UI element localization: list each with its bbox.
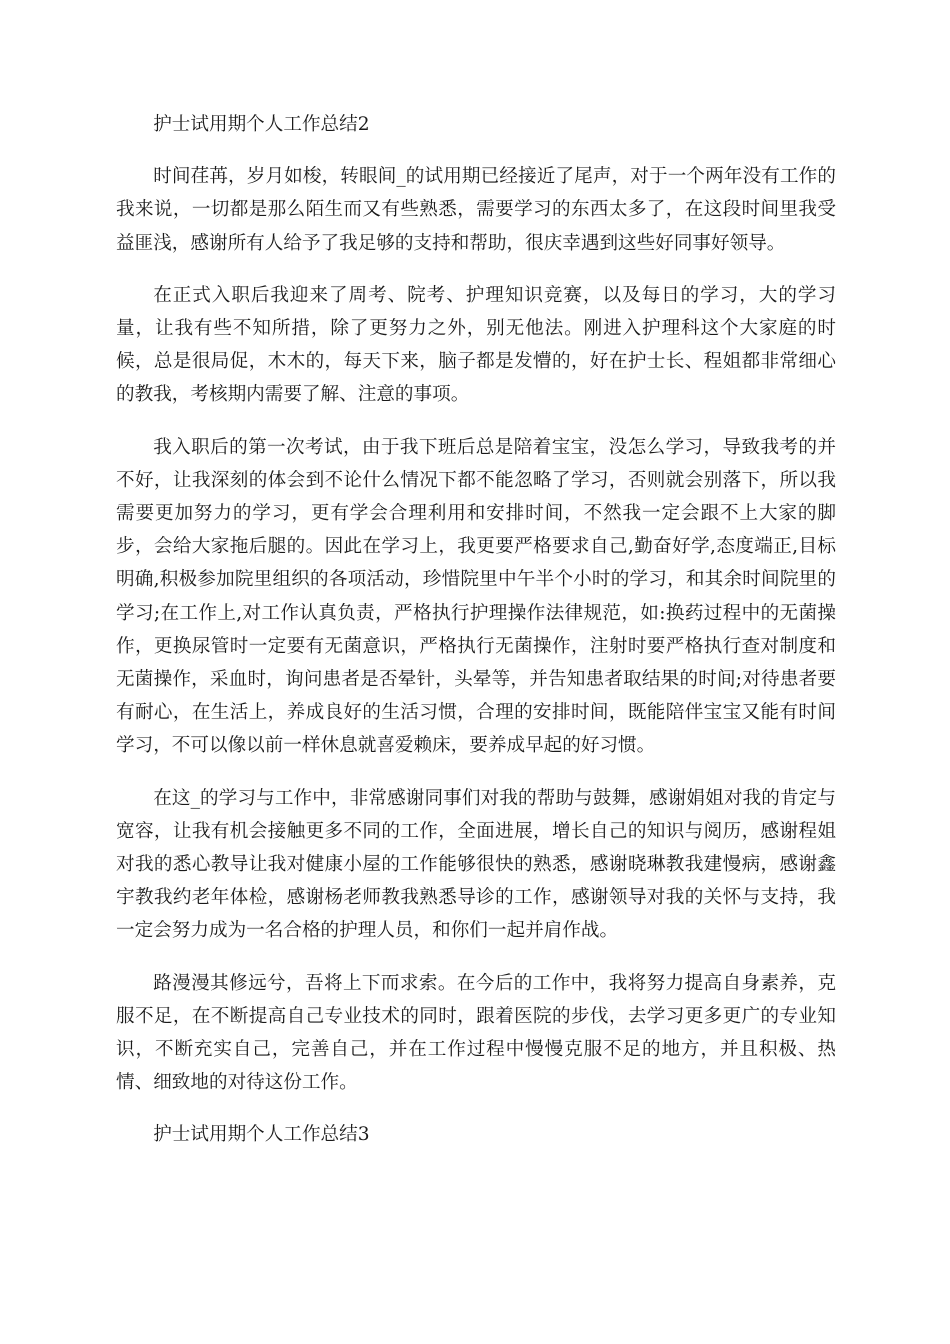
paragraph-4: 在这_的学习与工作中，非常感谢同事们对我的帮助与鼓舞，感谢娟姐对我的肯定与宽容，让我有机会接触更多不同的工作，全面进展，增长自己的知识与阅历，感谢程姐对我的悉心教导让我对健康小屋的工作能够很快的熟悉，感谢晓琳教我建慢病，感谢鑫宇教我约老年体检，感谢杨老师教我熟悉导诊的工作，感谢领导对我的关怀与支持，我一定会努力成为一名合格的护理人员，和你们一起并肩作战。 bbox=[116, 787, 836, 942]
paragraph-5: 路漫漫其修远兮，吾将上下而求索。在今后的工作中，我将努力提高自身素养，克服不足，在不断提高自己专业技术的同时，跟着医院的步伐，去学习更多更广的专业知识，不断充实自己，完善自己，并在工作过程中慢慢克服不足的地方，并且积极、热情、细致地的对待这份工作。 bbox=[116, 972, 836, 1094]
section-heading-3: 护士试用期个人工作总结3 bbox=[153, 1124, 370, 1146]
document-page bbox=[116, 108, 836, 1171]
section-heading-2: 护士试用期个人工作总结2 bbox=[153, 114, 370, 135]
paragraph-1: 时间荏苒，岁月如梭，转眼间_的试用期已经接近了尾声，对于一个两年没有工作的我来说，一切都是那么陌生而又有些熟悉，需要学习的东西太多了，在这段时间里我受益匪浅，感谢所有人给予了我足够的支持和帮助，很庆幸遇到这些好同事好领导。 bbox=[116, 166, 836, 254]
paragraph-3: 我入职后的第一次考试，由于我下班后总是陪着宝宝，没怎么学习，导致我考的并不好，让我深刻的体会到不论什么情况下都不能忽略了学习，否则就会别落下，所以我需要更加努力的学习，更有学会合理利用和安排时间，不然我一定会跟不上大家的脚步，会给大家拖后腿的。因此在学习上，我更要严格要求自己,勤奋好学,态度端正,目标明确,积极参加院里组织的各项活动，珍惜院里中午半个小时的学习，和其余时间院里的学习;在工作上,对工作认真负责，严格执行护理操作法律规范，如:换药过程中的无菌操作，更换尿管时一定要有无菌意识，严格执行无菌操作，注射时要严格执行查对制度和无菌操作，采血时，询问患者是否晕针，头晕等，并告知患者取结果的时间;对待患者要有耐心，在生活上，养成良好的生活习惯，合理的安排时间，既能陪伴宝宝又能有时间学习，不可以像以前一样休息就喜爱赖床，要养成早起的好习惯。 bbox=[116, 436, 836, 757]
paragraph-2: 在正式入职后我迎来了周考、院考、护理知识竞赛，以及每日的学习，大的学习量，让我有些不知所措，除了更努力之外，别无他法。刚进入护理科这个大家庭的时候，总是很局促，木木的，每天下来，脑子都是发懵的，好在护士长、程姐都非常细心的教我，考核期内需要了解、注意的事项。 bbox=[116, 284, 836, 406]
